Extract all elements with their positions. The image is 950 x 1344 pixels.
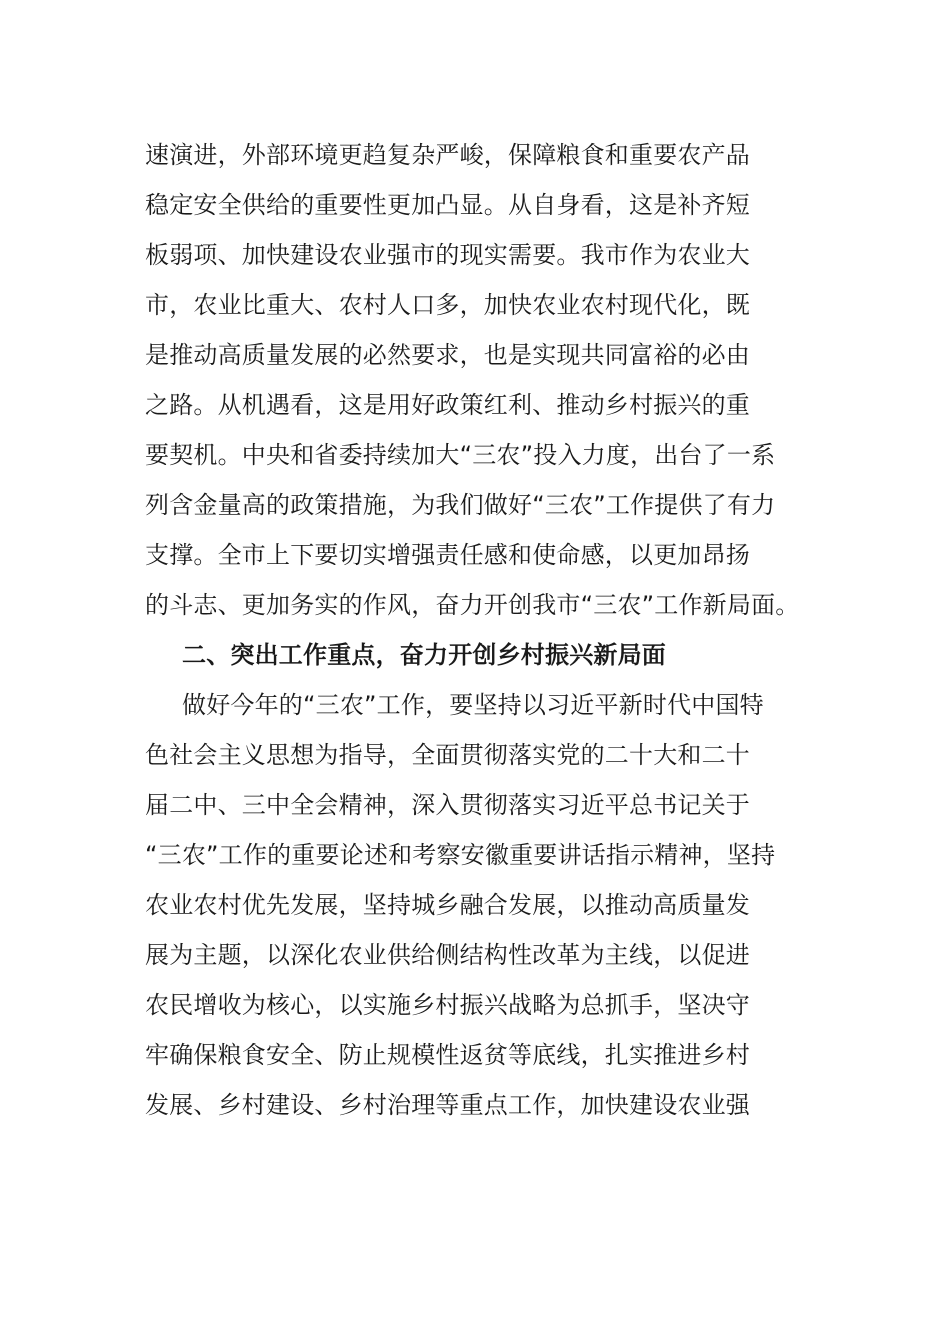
paragraph-line: 市，农业比重大、农村人口多，加快农业农村现代化，既 xyxy=(145,291,750,319)
document-body xyxy=(145,130,825,1130)
paragraph-line: 农民增收为核心，以实施乡村振兴战略为总抓手，坚决守 xyxy=(145,991,750,1019)
paragraph-line: 的斗志、更加务实的作风，奋力开创我市“三农”工作新局面。 xyxy=(145,591,800,619)
paragraph-line: 展为主题，以深化农业供给侧结构性改革为主线，以促进 xyxy=(145,941,750,969)
paragraph-line: “三农”工作的重要论述和考察安徽重要讲话指示精神，坚持 xyxy=(145,841,776,869)
paragraph-line: 农业农村优先发展，坚持城乡融合发展，以推动高质量发 xyxy=(145,891,750,919)
paragraph-line: 是推动高质量发展的必然要求，也是实现共同富裕的必由 xyxy=(145,341,750,369)
paragraph-line: 要契机。中央和省委持续加大“三农”投入力度，出台了一系 xyxy=(145,441,776,469)
paragraph-line: 之路。从机遇看，这是用好政策红利、推动乡村振兴的重 xyxy=(145,391,750,419)
paragraph-line: 色社会主义思想为指导，全面贯彻落实党的二十大和二十 xyxy=(145,741,750,769)
paragraph-line: 板弱项、加快建设农业强市的现实需要。我市作为农业大 xyxy=(145,241,750,269)
paragraph-line: 届二中、三中全会精神，深入贯彻落实习近平总书记关于 xyxy=(145,791,750,819)
paragraph-line: 发展、乡村建设、乡村治理等重点工作，加快建设农业强 xyxy=(145,1091,750,1119)
paragraph-line: 做好今年的“三农”工作，要坚持以习近平新时代中国特 xyxy=(182,691,764,719)
paragraph-line: 速演进，外部环境更趋复杂严峻，保障粮食和重要农产品 xyxy=(145,141,750,169)
section-heading: 二、突出工作重点，奋力开创乡村振兴新局面 xyxy=(182,641,666,669)
paragraph-line: 稳定安全供给的重要性更加凸显。从自身看，这是补齐短 xyxy=(145,191,750,219)
paragraph-line: 支撑。全市上下要切实增强责任感和使命感，以更加昂扬 xyxy=(145,541,750,569)
paragraph-line: 列含金量高的政策措施，为我们做好“三农”工作提供了有力 xyxy=(145,491,776,519)
paragraph-line: 牢确保粮食安全、防止规模性返贫等底线，扎实推进乡村 xyxy=(145,1041,750,1069)
